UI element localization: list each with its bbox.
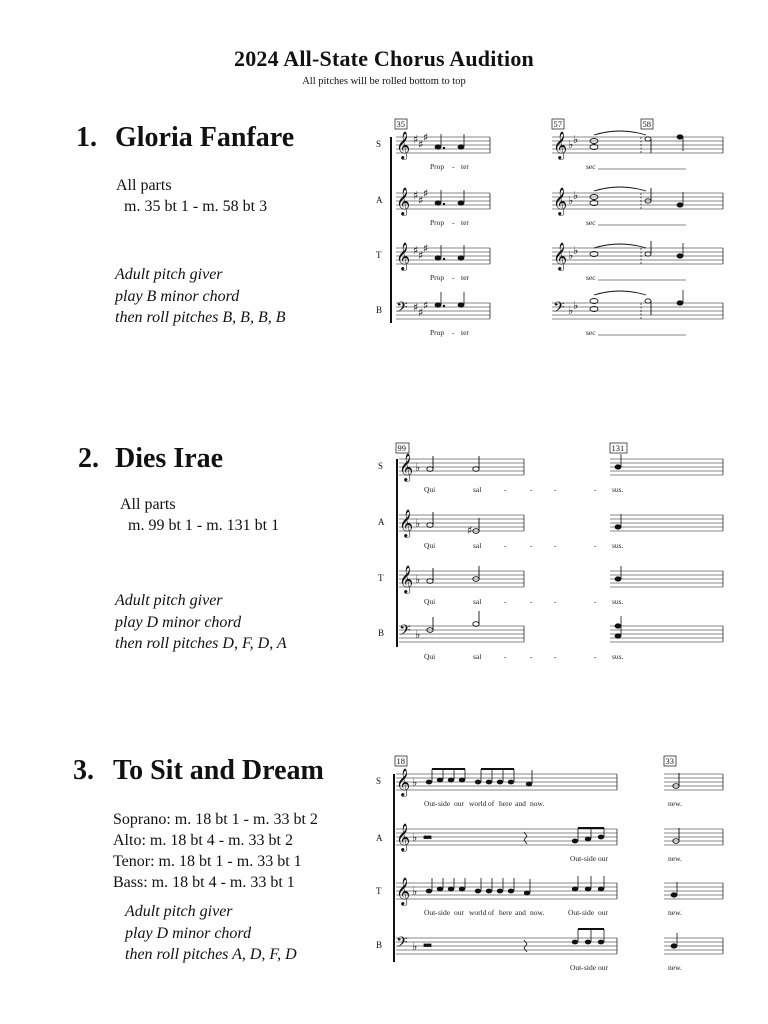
score-excerpt-to-sit-and-dream: [372, 752, 732, 984]
svg-text:Out: Out: [424, 799, 436, 808]
range-line: All parts: [116, 177, 172, 194]
svg-text:Out: Out: [424, 908, 436, 917]
instruction-line: Adult pitch giver: [115, 266, 223, 283]
svg-text:sec: sec: [586, 328, 596, 337]
svg-text:Qui: Qui: [424, 485, 436, 494]
svg-text:now.: now.: [530, 908, 545, 917]
svg-text:♭: ♭: [412, 940, 418, 953]
section-number: 1.: [76, 122, 97, 153]
svg-text:♯: ♯: [423, 299, 429, 312]
svg-text:-: -: [452, 328, 455, 337]
svg-text:♭: ♭: [415, 628, 421, 641]
instruction-line: Adult pitch giver: [115, 592, 223, 609]
svg-text:-: -: [581, 854, 584, 863]
sharp-icon: ♯: [467, 524, 473, 537]
svg-text:sus.: sus.: [612, 541, 624, 550]
svg-text:-: -: [530, 597, 533, 606]
voice-label: B: [376, 305, 383, 315]
svg-text:sec: sec: [586, 273, 596, 282]
page-subtitle: All pitches will be rolled bottom to top: [302, 76, 466, 87]
pitch-instructions: [125, 901, 297, 966]
bass-clef-icon: 𝄢: [553, 299, 565, 320]
notes-alto: [424, 828, 604, 844]
svg-text:Qui: Qui: [424, 652, 436, 661]
svg-text:Prop: Prop: [430, 162, 445, 171]
svg-text:now.: now.: [530, 799, 545, 808]
svg-text:Out: Out: [570, 854, 582, 863]
svg-text:♯: ♯: [418, 249, 424, 262]
score-excerpt-gloria-fanfare: [372, 115, 732, 345]
range-line: Tenor: m. 18 bt 1 - m. 33 bt 1: [113, 853, 302, 870]
svg-text:Out: Out: [568, 908, 580, 917]
instruction-line: then roll pitches A, D, F, D: [125, 946, 297, 963]
svg-text:side: side: [582, 908, 595, 917]
instruction-line: play D minor chord: [115, 613, 242, 631]
svg-text:-: -: [594, 597, 597, 606]
measure-ranges: [113, 809, 318, 893]
svg-text:our: our: [454, 799, 464, 808]
svg-text:♭: ♭: [568, 304, 574, 317]
section-title: Dies Irae: [115, 443, 224, 474]
svg-text:♭: ♭: [573, 133, 579, 146]
svg-text:♯: ♯: [423, 131, 429, 144]
svg-text:sec: sec: [586, 218, 596, 227]
page-title: 2024 All-State Chorus Audition: [234, 46, 534, 71]
measure-number: 57: [553, 119, 562, 129]
svg-text:♭: ♭: [415, 517, 421, 530]
treble-clef-icon: 𝄞: [396, 131, 411, 159]
svg-text:sus.: sus.: [612, 597, 624, 606]
svg-text:-: -: [504, 541, 507, 550]
svg-text:-: -: [594, 485, 597, 494]
svg-text:new.: new.: [668, 799, 682, 808]
voice-label: A: [376, 833, 383, 843]
svg-text:here: here: [499, 908, 512, 917]
svg-text:and: and: [515, 799, 526, 808]
treble-clef-icon: 𝄞: [396, 823, 411, 851]
instruction-line: play D minor chord: [125, 924, 252, 942]
svg-text:sal: sal: [473, 541, 482, 550]
treble-clef-icon: 𝄞: [396, 768, 411, 796]
svg-text:sec: sec: [586, 162, 596, 171]
measure-ranges: [116, 175, 267, 217]
range-line: m. 35 bt 1 - m. 58 bt 3: [124, 198, 268, 215]
svg-text:side: side: [438, 908, 451, 917]
notes-tenor-run: [426, 876, 604, 895]
svg-text:-: -: [554, 652, 557, 661]
svg-text:♯: ♯: [418, 138, 424, 151]
voice-label: T: [376, 250, 382, 260]
svg-text:ter: ter: [461, 328, 469, 337]
bass-clef-icon: 𝄢: [396, 934, 408, 955]
svg-text:-: -: [581, 963, 584, 972]
measure-number: 18: [396, 756, 405, 766]
svg-text:-: -: [554, 485, 557, 494]
svg-text:world: world: [469, 908, 487, 917]
voice-label: T: [378, 573, 384, 583]
voice-label: A: [378, 517, 385, 527]
svg-text:our: our: [598, 908, 608, 917]
treble-clef-8vb-icon: 𝄞: [553, 242, 568, 270]
svg-text:side: side: [584, 854, 597, 863]
svg-text:-: -: [435, 908, 438, 917]
svg-text:sal: sal: [473, 597, 482, 606]
svg-text:here: here: [499, 799, 512, 808]
svg-text:-: -: [452, 218, 455, 227]
svg-text:♯: ♯: [413, 133, 419, 146]
svg-text:ter: ter: [461, 162, 469, 171]
range-line: Alto: m. 18 bt 4 - m. 33 bt 2: [113, 832, 293, 849]
treble-clef-icon: 𝄞: [399, 509, 414, 537]
treble-clef-icon: 𝄞: [553, 131, 568, 159]
instruction-line: then roll pitches B, B, B, B: [115, 309, 286, 326]
svg-text:-: -: [435, 799, 438, 808]
svg-text:♭: ♭: [573, 299, 579, 312]
svg-text:Prop: Prop: [430, 328, 445, 337]
svg-text:♭: ♭: [412, 831, 418, 844]
svg-text:our: our: [598, 854, 608, 863]
svg-text:♭: ♭: [568, 249, 574, 262]
svg-text:Prop: Prop: [430, 273, 445, 282]
treble-clef-8vb-icon: 𝄞: [396, 242, 411, 270]
voice-label: A: [376, 195, 383, 205]
svg-text:♯: ♯: [423, 187, 429, 200]
svg-text:-: -: [530, 541, 533, 550]
range-line: All parts: [120, 496, 176, 513]
instruction-line: Adult pitch giver: [125, 903, 233, 920]
key-signature-flats-icon: [568, 133, 578, 317]
measure-number: 99: [397, 443, 406, 453]
svg-text:♭: ♭: [573, 189, 579, 202]
svg-text:-: -: [452, 273, 455, 282]
svg-text:of: of: [488, 799, 495, 808]
svg-text:♭: ♭: [573, 244, 579, 257]
page-header: [0, 46, 768, 87]
score-excerpt-dies-irae: [372, 440, 732, 670]
svg-text:-: -: [504, 652, 507, 661]
treble-clef-8vb-icon: 𝄞: [396, 877, 411, 905]
measure-ranges: [120, 494, 279, 536]
svg-text:sal: sal: [473, 652, 482, 661]
section-title: To Sit and Dream: [113, 755, 324, 786]
notes-bass: [424, 929, 604, 952]
svg-text:Qui: Qui: [424, 541, 436, 550]
svg-text:♯: ♯: [423, 242, 429, 255]
svg-text:ter: ter: [461, 218, 469, 227]
svg-text:ter: ter: [461, 273, 469, 282]
voice-label: T: [376, 886, 382, 896]
svg-text:-: -: [452, 162, 455, 171]
svg-text:-: -: [504, 485, 507, 494]
range-line: m. 99 bt 1 - m. 131 bt 1: [128, 517, 280, 534]
notes-gloria-m57-58: [590, 131, 651, 315]
svg-text:♭: ♭: [568, 138, 574, 151]
bass-clef-icon: 𝄢: [396, 299, 408, 320]
svg-text:♭: ♭: [568, 194, 574, 207]
svg-text:new.: new.: [668, 963, 682, 972]
svg-text:-: -: [554, 541, 557, 550]
svg-text:our: our: [454, 908, 464, 917]
svg-text:-: -: [554, 597, 557, 606]
svg-text:sal: sal: [473, 485, 482, 494]
svg-text:of: of: [488, 908, 495, 917]
svg-text:-: -: [594, 652, 597, 661]
svg-text:side: side: [438, 799, 451, 808]
svg-text:-: -: [594, 541, 597, 550]
svg-text:-: -: [579, 908, 582, 917]
bass-clef-icon: 𝄢: [399, 622, 411, 643]
measure-number: 33: [665, 756, 674, 766]
key-signature-flat-icon: [412, 776, 417, 953]
voice-label: S: [376, 139, 382, 149]
instruction-line: play B minor chord: [115, 287, 240, 305]
section-number: 3.: [73, 755, 94, 786]
svg-text:♭: ♭: [412, 885, 418, 898]
svg-text:our: our: [598, 963, 608, 972]
treble-clef-8vb-icon: 𝄞: [399, 565, 414, 593]
instruction-line: then roll pitches D, F, D, A: [115, 635, 287, 652]
svg-text:♯: ♯: [418, 194, 424, 207]
measure-number: 35: [396, 119, 405, 129]
svg-text:♭: ♭: [415, 461, 421, 474]
svg-text:new.: new.: [668, 854, 682, 863]
svg-text:Qui: Qui: [424, 597, 436, 606]
svg-text:and: and: [515, 908, 526, 917]
svg-text:sus.: sus.: [612, 652, 624, 661]
svg-text:-: -: [530, 485, 533, 494]
svg-text:new.: new.: [668, 908, 682, 917]
svg-text:Prop: Prop: [430, 218, 445, 227]
svg-text:world: world: [469, 799, 487, 808]
range-line: Bass: m. 18 bt 4 - m. 33 bt 1: [113, 874, 295, 891]
pitch-instructions: [115, 590, 287, 655]
svg-text:side: side: [584, 963, 597, 972]
section-number: 2.: [78, 443, 99, 474]
voice-label: B: [378, 628, 385, 638]
range-line: Soprano: m. 18 bt 1 - m. 33 bt 2: [113, 811, 318, 828]
section-title: Gloria Fanfare: [115, 122, 295, 153]
key-signature-sharps-icon: [413, 131, 428, 319]
svg-text:♯: ♯: [413, 189, 419, 202]
svg-text:♭: ♭: [415, 573, 421, 586]
svg-text:♯: ♯: [413, 244, 419, 257]
svg-text:sus.: sus.: [612, 485, 624, 494]
treble-clef-icon: 𝄞: [399, 453, 414, 481]
treble-clef-icon: 𝄞: [396, 187, 411, 215]
measure-number: 58: [642, 119, 651, 129]
treble-clef-icon: 𝄞: [553, 187, 568, 215]
svg-text:♯: ♯: [418, 306, 424, 319]
key-signature-flat-icon: [415, 461, 420, 641]
voice-label: S: [378, 461, 384, 471]
svg-text:♭: ♭: [412, 776, 418, 789]
voice-label: B: [376, 940, 383, 950]
measure-number: 131: [611, 443, 625, 453]
svg-text:-: -: [504, 597, 507, 606]
voice-label: S: [376, 776, 382, 786]
svg-text:Out: Out: [570, 963, 582, 972]
pitch-instructions: [115, 264, 285, 329]
notes-soprano-run: [426, 769, 532, 786]
svg-text:-: -: [530, 652, 533, 661]
svg-text:♯: ♯: [413, 301, 419, 314]
